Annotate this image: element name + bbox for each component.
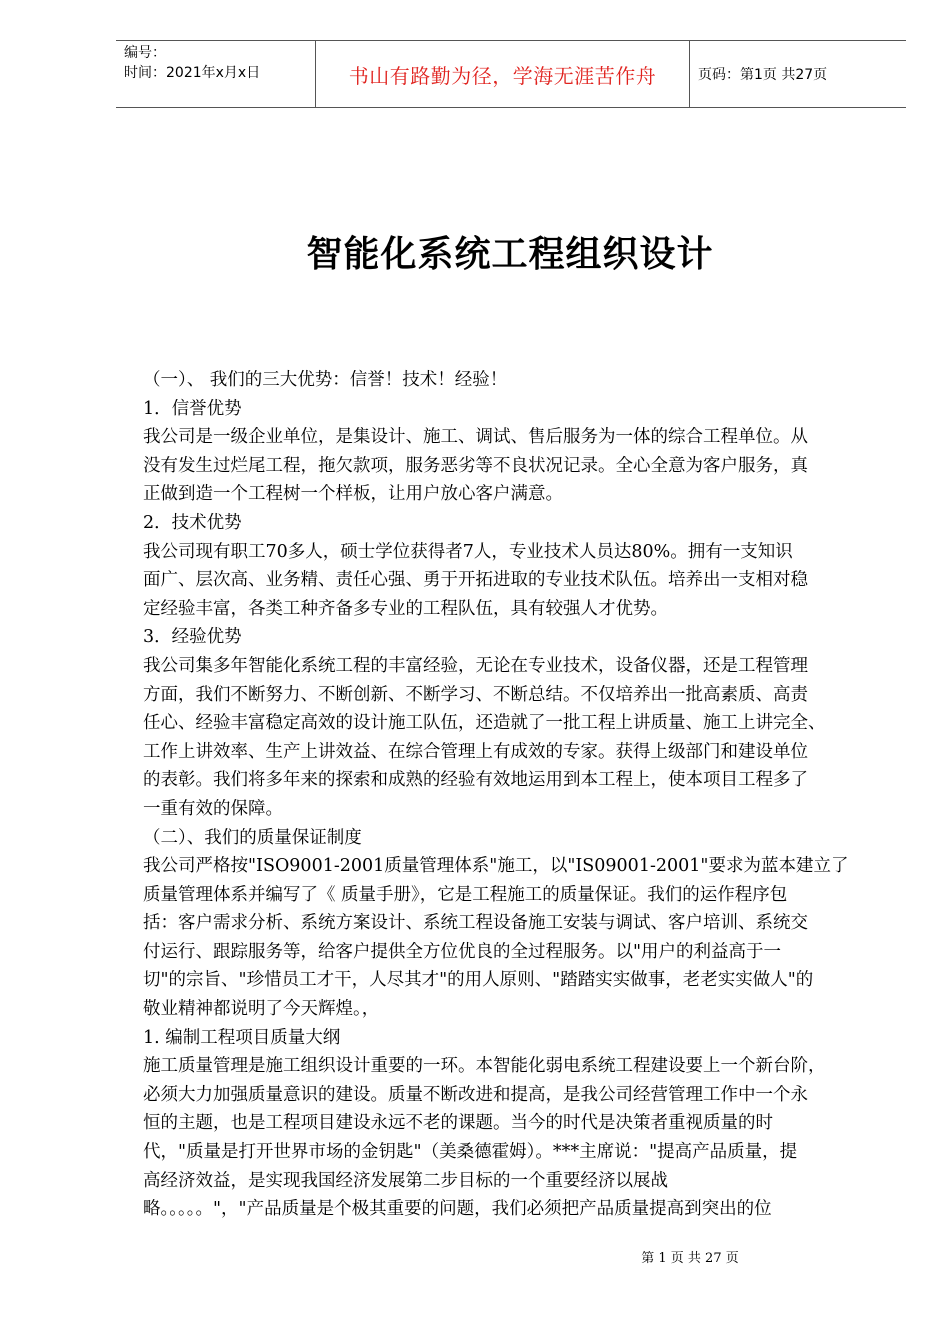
text-line: 我公司现有职工70多人，硕士学位获得者7人，专业技术人员达80%。拥有一支知识 xyxy=(143,541,793,562)
page-info: 页码：第1页 共27页 xyxy=(698,67,828,83)
body-text xyxy=(143,366,888,1224)
text-line: 2．技术优势 xyxy=(143,512,242,533)
text-line: 方面，我们不断努力、不断创新、不断学习、不断总结。不仅培养出一批高素质、高责 xyxy=(143,684,808,705)
text-line: 括：客户需求分析、系统方案设计、系统工程设备施工安装与调试、客户培训、系统交 xyxy=(143,913,808,934)
text-line: 高经济效益，是实现我国经济发展第二步目标的一个重要经济以展战 xyxy=(143,1170,668,1191)
text-line: 略。。。。。"，"产品质量是个极其重要的问题，我们必须把产品质量提高到突出的位 xyxy=(143,1199,772,1220)
text-line: 3．经验优势 xyxy=(143,627,242,648)
time-label: 时间：2021年x月x日 xyxy=(124,65,261,81)
header-motto-cell xyxy=(316,41,690,108)
code-label: 编号： xyxy=(124,45,166,61)
motto: 书山有路勤为径，学海无涯苦作舟 xyxy=(348,63,657,88)
text-line: （二）、我们的质量保证制度 xyxy=(143,827,362,848)
text-line: 必须大力加强质量意识的建设。质量不断改进和提高，是我公司经营管理工作中一个永 xyxy=(143,1084,808,1105)
text-line: 正做到造一个工程树一个样板，让用户放心客户满意。 xyxy=(143,484,563,505)
text-line: 代，"质量是打开世界市场的金钥匙"（美桑德霍姆）。***主席说："提高产品质量，提 xyxy=(143,1142,798,1163)
text-line: 质量管理体系并编写了《 质量手册》，它是工程施工的质量保证。我们的运作程序包 xyxy=(143,884,788,905)
text-line: 付运行、跟踪服务等，给客户提供全方位优良的全过程服务。以"用户的利益高于一 xyxy=(143,941,782,962)
text-line: 工作上讲效率、生产上讲效益、在综合管理上有成效的专家。获得上级部门和建设单位 xyxy=(143,741,808,762)
text-line: 我公司是一级企业单位，是集设计、施工、调试、售后服务为一体的综合工程单位。从 xyxy=(143,427,808,448)
document-title: 智能化系统工程组织设计 xyxy=(306,233,714,275)
text-line: 任心、经验丰富稳定高效的设计施工队伍，还造就了一批工程上讲质量、施工上讲完全、 xyxy=(143,713,826,734)
page-footer: 第 1 页 共 27 页 xyxy=(641,1251,739,1266)
text-line: 1．信誉优势 xyxy=(143,398,242,419)
text-line: 我公司严格按"ISO9001-2001质量管理体系"施工，以"IS09001-2001"要求为蓝本建立了 xyxy=(143,856,849,877)
text-line: 恒的主题，也是工程项目建设永远不老的课题。当今的时代是决策者重视质量的时 xyxy=(143,1113,773,1134)
text-line: 1. 编制工程项目质量大纲 xyxy=(143,1027,341,1048)
header-meta-cell xyxy=(116,41,316,108)
text-line: 的表彰。我们将多年来的探索和成熟的经验有效地运用到本工程上，使本项目工程多了 xyxy=(143,770,808,791)
text-line: 面广、层次高、业务精、责任心强、勇于开拓进取的专业技术队伍。培养出一支相对稳 xyxy=(143,570,808,591)
text-line: 敬业精神都说明了今天辉煌。， xyxy=(143,999,380,1020)
header-table xyxy=(116,40,906,108)
text-line: 施工质量管理是施工组织设计重要的一环。本智能化弱电系统工程建设要上一个新台阶， xyxy=(143,1056,826,1077)
text-line: 一重有效的保障。 xyxy=(143,798,283,819)
text-line: （一）、 我们的三大优势：信誉！技术！经验！ xyxy=(143,370,508,390)
text-line: 定经验丰富，各类工种齐备多专业的工程队伍，具有较强人才优势。 xyxy=(143,598,668,619)
header-page-cell xyxy=(690,41,907,108)
text-line: 切"的宗旨、"珍惜员工才干，人尽其才"的用人原则、"踏踏实实做事，老老实实做人"的 xyxy=(143,970,814,991)
text-line: 没有发生过烂尾工程，拖欠款项，服务恶劣等不良状况记录。全心全意为客户服务，真 xyxy=(143,455,808,476)
text-line: 我公司集多年智能化系统工程的丰富经验，无论在专业技术，设备仪器，还是工程管理 xyxy=(143,655,808,676)
